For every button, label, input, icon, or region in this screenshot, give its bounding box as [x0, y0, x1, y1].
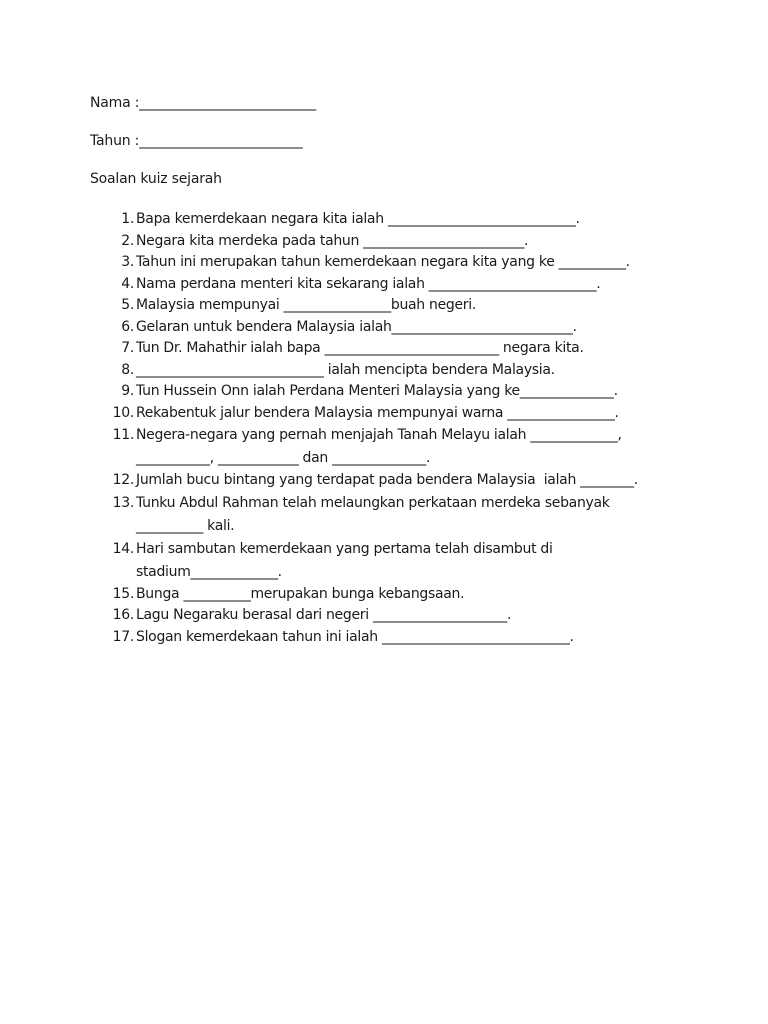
question-line: Nama perdana menteri kita sekarang ialah _________________________. [136, 275, 601, 292]
question-item [90, 381, 730, 403]
question-text [135, 274, 730, 296]
question-text [135, 627, 730, 649]
question-line: Lagu Negaraku berasal dari negeri ____________________. [136, 607, 512, 623]
question-number: 17. [112, 628, 134, 645]
question-number: 2. [121, 232, 134, 249]
question-number: 10. [112, 404, 134, 421]
question-number: 15. [112, 585, 134, 602]
question-line: Bapa kemerdekaan negara kita ialah ____________________________. [136, 211, 580, 227]
question-text [135, 209, 730, 231]
question-item [90, 492, 730, 538]
question-line: Gelaran untuk bendera Malaysia ialah___________________________. [136, 318, 577, 335]
question-number: 13. [112, 494, 134, 511]
question-text [135, 317, 730, 339]
question-line: ___________, ____________ dan ______________. [136, 450, 431, 466]
question-item [90, 295, 730, 317]
question-number: 1. [121, 211, 134, 227]
quiz-heading: Soalan kuiz sejarah [90, 171, 222, 187]
question-line: stadium_____________. [136, 563, 282, 580]
question-text [135, 584, 730, 606]
question-item [90, 584, 730, 606]
question-item [90, 231, 730, 253]
question-number: 9. [121, 383, 134, 399]
question-line: Bunga __________merupakan bunga kebangsaan. [136, 585, 465, 602]
name-field: Nama :__________________________ [90, 95, 317, 111]
question-number: 16. [112, 607, 134, 623]
question-item [90, 627, 730, 649]
question-line: Tun Hussein Onn ialah Perdana Menteri Malaysia yang ke______________. [136, 383, 618, 399]
question-line: Negera-negara yang pernah menjajah Tanah Melayu ialah _____________, [136, 427, 622, 443]
question-text [135, 231, 730, 253]
question-line: Tunku Abdul Rahman telah melaungkan perkataan merdeka sebanyak [136, 494, 610, 511]
question-line: Rekabentuk jalur bendera Malaysia mempunyai warna ________________. [136, 404, 619, 421]
question-item [90, 209, 730, 231]
question-number: 14. [112, 540, 134, 557]
question-number: 5. [121, 297, 134, 313]
question-line: Tahun ini merupakan tahun kemerdekaan negara kita yang ke __________. [136, 254, 630, 270]
question-text [135, 295, 730, 317]
question-line: Malaysia mempunyai ________________buah negeri. [136, 297, 476, 313]
question-item [90, 360, 730, 382]
question-line: Hari sambutan kemerdekaan yang pertama telah disambut di [136, 540, 553, 557]
question-item [90, 338, 730, 360]
question-number: 11. [112, 427, 134, 443]
question-text [135, 605, 730, 627]
question-text [135, 538, 730, 584]
question-number: 8. [121, 361, 134, 378]
question-text [135, 492, 730, 538]
question-line: ____________________________ ialah mencipta bendera Malaysia. [136, 361, 555, 378]
question-item [90, 252, 730, 274]
question-item [90, 470, 730, 492]
question-text [135, 381, 730, 403]
question-number: 7. [121, 340, 134, 356]
question-item [90, 403, 730, 425]
question-number: 3. [121, 254, 134, 270]
question-line: Tun Dr. Mahathir ialah bapa __________________________ negara kita. [136, 340, 584, 356]
question-text [135, 360, 730, 382]
question-item [90, 317, 730, 339]
question-text [135, 338, 730, 360]
year-field: Tahun :________________________ [90, 133, 303, 149]
question-item [90, 605, 730, 627]
question-line: Slogan kemerdekaan tahun ini ialah ____________________________. [136, 628, 574, 645]
question-line: __________ kali. [136, 517, 235, 534]
question-list [90, 209, 730, 648]
question-text [135, 424, 730, 470]
question-text [135, 252, 730, 274]
question-item [90, 538, 730, 584]
question-text [135, 470, 730, 492]
question-line: Jumlah bucu bintang yang terdapat pada bendera Malaysia ialah ________. [136, 472, 638, 488]
question-number: 6. [121, 318, 134, 335]
question-text [135, 403, 730, 425]
question-item [90, 274, 730, 296]
question-number: 12. [112, 472, 134, 488]
question-item [90, 424, 730, 470]
question-number: 4. [121, 275, 134, 292]
question-line: Negara kita merdeka pada tahun ________________________. [136, 232, 529, 249]
